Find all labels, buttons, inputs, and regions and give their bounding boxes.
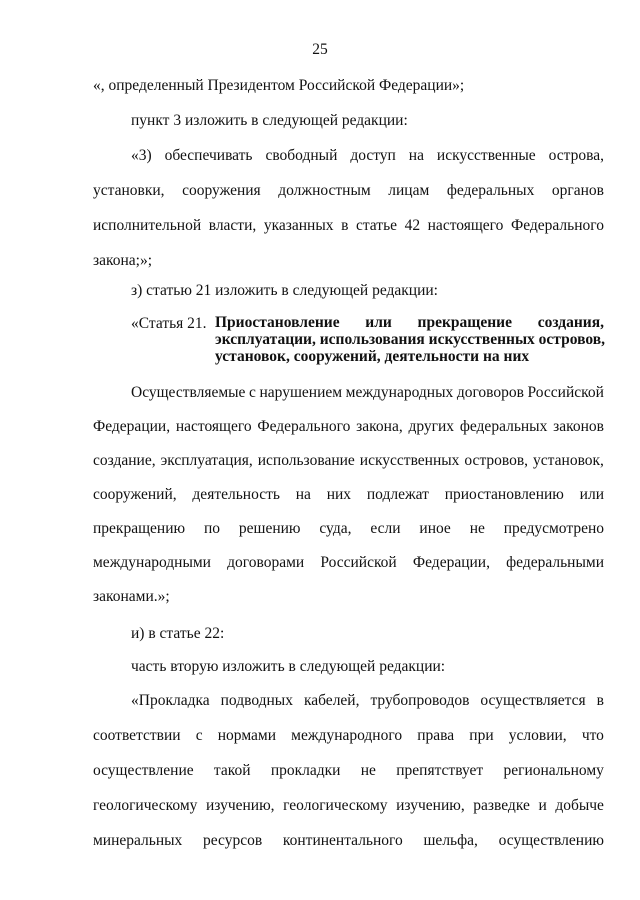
word: не [469,520,485,537]
text-line [93,519,604,539]
word: минеральных [93,832,183,849]
text-line [93,451,604,471]
page-number: 25 [312,41,328,58]
text-line [131,383,604,403]
text-line: законами.»; [93,588,170,605]
word: прокладки [270,762,341,779]
word: подлежат [366,486,429,503]
article-title [215,314,604,365]
word: в [596,692,604,709]
word: 42 [404,217,421,234]
word: законов [553,418,604,435]
word: изучению, [206,797,275,814]
word: осуществляется [480,692,586,709]
word: международных [345,384,454,401]
word: договорами [227,554,305,571]
text-line [93,726,604,746]
word: континентального [282,832,403,849]
article-title-line: эксплуатации, использования искусственных островов, [215,331,605,348]
word: суда, [319,520,352,537]
word: по [203,520,220,537]
word: создания, [537,314,604,331]
word: приостановлению [444,486,564,503]
word: международного [291,727,403,744]
word: указанных [263,217,334,234]
word: доступ [350,147,396,164]
word: Приостановление [215,314,340,331]
word: закона, [356,418,403,435]
word: других [408,418,455,435]
text-line [93,761,604,781]
text-line [131,146,604,166]
text-line [93,831,604,851]
word: сооружений, [93,486,177,503]
word: или [365,314,392,331]
word: Федерального [510,217,604,234]
word: эксплуатация, [160,452,253,469]
text-line [93,553,604,573]
word: власти, [208,217,257,234]
word: разведке [473,797,530,814]
word: Российской [527,384,604,401]
word: исполнительной [93,217,202,234]
word: использование [257,452,355,469]
word: Федерации, [93,418,171,435]
text-line [93,181,604,201]
word: настоящего [175,418,252,435]
word: Осуществляемые [131,384,246,401]
word: с [249,384,256,401]
word: если [370,520,401,537]
word: ресурсов [203,832,263,849]
word: иное [419,520,451,537]
word: осуществлению [498,832,604,849]
word: острова, [548,147,604,164]
word: осуществление [93,762,194,779]
word: свободный [265,147,338,164]
word: федеральных [446,182,535,199]
word: прекращение [417,314,512,331]
word: искусственных [359,452,460,469]
word: решению [238,520,301,537]
word: установок, [533,452,604,469]
word: не [360,762,376,779]
word: Российской [320,554,397,571]
word: нормами [217,727,277,744]
word: подводных [220,692,293,709]
word: лицам [388,182,430,199]
text-line [131,691,604,711]
word: искусственные [436,147,536,164]
word: такой [213,762,251,779]
word: соответствии [93,727,181,744]
text-line: «, определенный Президентом Российской Федерации»; [93,77,465,94]
text-line: и) в статье 22: [131,625,225,642]
word: геологическому [283,797,388,814]
word: деятельность [192,486,280,503]
word: добыче [555,797,604,814]
word: шельфа, [423,832,478,849]
word: что [581,727,604,744]
word: федеральными [506,554,604,571]
word: трубопроводов [370,692,470,709]
article-number: «Статья 21. [131,315,207,332]
word: предусмотрено [503,520,604,537]
word: создание, [93,452,156,469]
word: установки, [93,182,165,199]
word: Федерального [257,418,351,435]
text-line: часть вторую изложить в следующей редакции: [131,658,446,675]
text-line: з) статью 21 изложить в следующей редакции: [131,282,438,299]
word: или [579,486,604,503]
word: в [341,217,349,234]
word: на [408,147,424,164]
word: прекращению [93,520,186,537]
word: федеральных [459,418,548,435]
word: региональному [503,762,604,779]
word: международными [93,554,211,571]
word: препятствует [396,762,484,779]
word: нарушением [259,384,343,401]
text-line: пункт 3 изложить в следующей редакции: [131,112,408,129]
word: геологическому [93,797,198,814]
text-line [93,417,604,437]
word: Федерации, [412,554,490,571]
word: органов [551,182,604,199]
text-line [93,216,604,236]
word: и [538,797,547,814]
word: должностным [278,182,371,199]
word: изучению, [396,797,465,814]
word: при [469,727,494,744]
article-title-line: установок, сооружений, деятельности на них [215,348,530,365]
word: них [326,486,352,503]
word: с [195,727,203,744]
article-title-line [215,314,604,331]
word: условии, [508,727,567,744]
word: права [417,727,455,744]
word: договоров [456,384,524,401]
word: статье [355,217,398,234]
word: обеспечивать [164,147,253,164]
word: сооружения [182,182,261,199]
word: настоящего [427,217,504,234]
word: на [295,486,311,503]
word: «Прокладка [131,692,210,709]
text-line [93,796,604,816]
word: «3) [131,147,152,164]
word: кабелей, [303,692,360,709]
word: островов, [464,452,529,469]
text-line: закона;»; [93,252,153,269]
text-line [93,485,604,505]
